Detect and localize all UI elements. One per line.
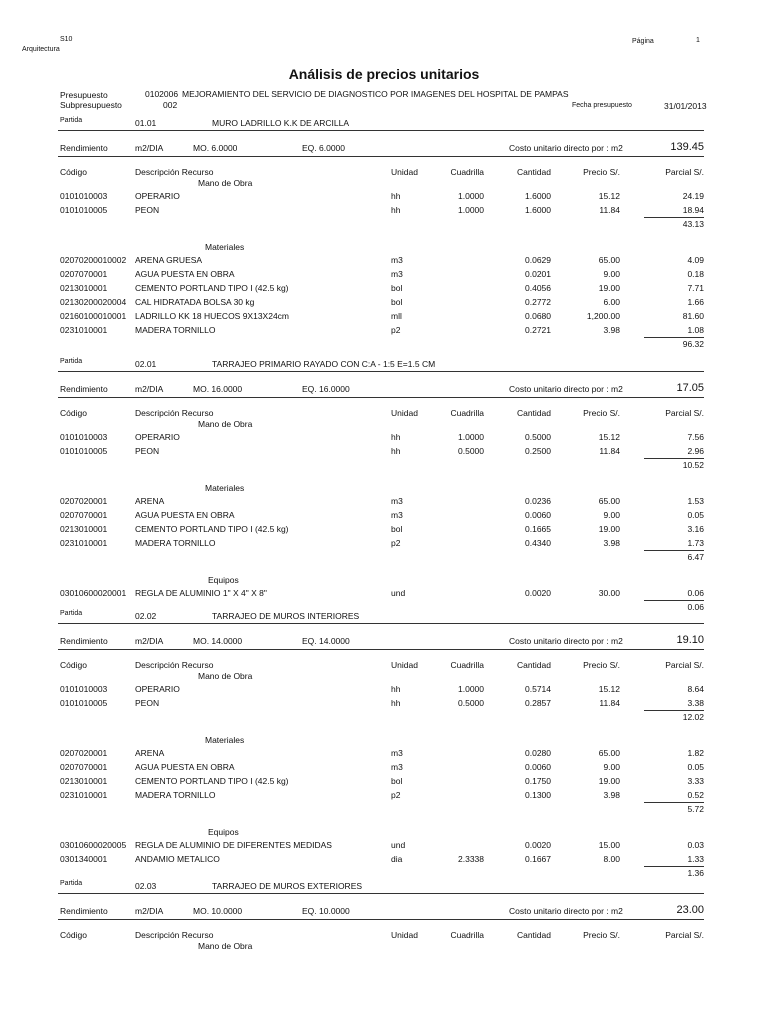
row-precio: 11.84 (599, 205, 620, 215)
row-parcial: 4.09 (687, 255, 704, 265)
row-cantidad: 0.0680 (525, 311, 551, 321)
row-descripcion: REGLA DE ALUMINIO 1" X 4" X 8" (135, 588, 267, 598)
col-cuadrilla: Cuadrilla (450, 408, 484, 418)
col-precio: Precio S/. (583, 167, 620, 177)
row-precio: 15.00 (598, 840, 620, 850)
group-title-materiales: Materiales (205, 242, 245, 252)
col-precio: Precio S/. (583, 660, 620, 670)
row-precio: 65.00 (598, 255, 620, 265)
row-cantidad: 1.6000 (525, 205, 551, 215)
row-parcial: 1.82 (687, 748, 704, 758)
col-parcial: Parcial S/. (665, 930, 704, 940)
row-cantidad: 0.0280 (525, 748, 551, 758)
row-unidad: hh (391, 698, 401, 708)
col-codigo: Código (60, 930, 87, 940)
partida-code: 01.01 (135, 117, 157, 128)
row-descripcion: PEON (135, 205, 160, 215)
costo-label: Costo unitario directo por : m2 (509, 143, 623, 153)
partida-description: TARRAJEO DE MUROS EXTERIORES (212, 880, 363, 891)
group-subtotal: 96.32 (682, 339, 704, 349)
page-number: 1 (696, 37, 700, 44)
row-parcial: 1.73 (687, 538, 704, 548)
col-parcial: Parcial S/. (665, 167, 704, 177)
col-descripcion: Descripción Recurso (135, 167, 214, 177)
subtotal-line (644, 866, 704, 867)
col-descripcion: Descripción Recurso (135, 930, 214, 940)
col-codigo: Código (60, 167, 87, 177)
col-cuadrilla: Cuadrilla (450, 660, 484, 670)
mo-value: MO. 6.0000 (193, 143, 238, 153)
separator-line (58, 156, 704, 157)
row-cantidad: 0.0020 (525, 840, 551, 850)
row-parcial: 3.33 (687, 776, 704, 786)
group-subtotal: 1.36 (687, 868, 704, 878)
partida-label: Partida (60, 358, 83, 365)
row-unidad: m3 (391, 748, 403, 758)
row-codigo: 0231010001 (60, 790, 108, 800)
subtotal-line (644, 217, 704, 218)
rendimiento-unit: m2/DIA (135, 143, 164, 153)
row-unidad: hh (391, 446, 401, 456)
row-parcial: 8.64 (687, 684, 704, 694)
row-precio: 3.98 (603, 325, 620, 335)
partida-code: 02.02 (135, 610, 157, 621)
row-unidad: dia (391, 854, 403, 864)
row-unidad: p2 (391, 325, 401, 335)
row-descripcion: ANDAMIO METALICO (135, 854, 220, 864)
group-title-materiales: Materiales (205, 735, 245, 745)
row-descripcion: PEON (135, 698, 160, 708)
row-parcial: 3.38 (687, 698, 704, 708)
row-descripcion: CEMENTO PORTLAND TIPO I (42.5 kg) (135, 524, 289, 534)
row-codigo: 0101010005 (60, 205, 108, 215)
row-parcial: 0.03 (687, 840, 704, 850)
separator-line (58, 130, 704, 131)
row-codigo: 0101010003 (60, 684, 108, 694)
partida-label: Partida (60, 880, 83, 887)
separator-line (58, 649, 704, 650)
row-unidad: p2 (391, 790, 401, 800)
group-subtotal: 12.02 (682, 712, 704, 722)
col-codigo: Código (60, 408, 87, 418)
row-parcial: 2.96 (687, 446, 704, 456)
row-unidad: bol (391, 283, 403, 293)
col-precio: Precio S/. (583, 408, 620, 418)
col-unidad: Unidad (391, 408, 418, 418)
row-cantidad: 0.4340 (525, 538, 551, 548)
row-parcial: 7.56 (687, 432, 704, 442)
row-parcial: 1.66 (687, 297, 704, 307)
row-unidad: bol (391, 776, 403, 786)
partida-code: 02.01 (135, 358, 157, 369)
row-codigo: 0301340001 (60, 854, 108, 864)
row-codigo: 0101010005 (60, 446, 108, 456)
row-unidad: p2 (391, 538, 401, 548)
costo-label: Costo unitario directo por : m2 (509, 636, 623, 646)
row-codigo: 0207070001 (60, 269, 108, 279)
page-title: Análisis de precios unitarios (288, 66, 480, 82)
row-unidad: bol (391, 297, 403, 307)
fecha-value: 31/01/2013 (664, 101, 707, 111)
row-codigo: 0231010001 (60, 325, 108, 335)
rendimiento-label: Rendimiento (60, 636, 108, 646)
row-unidad: m3 (391, 269, 403, 279)
row-cantidad: 0.5714 (525, 684, 551, 694)
row-unidad: hh (391, 191, 401, 201)
row-cuadrilla: 0.5000 (458, 698, 484, 708)
row-cantidad: 0.0201 (525, 269, 551, 279)
group-title-equipos: Equipos (208, 575, 239, 585)
row-cantidad: 0.0236 (525, 496, 551, 506)
row-precio: 8.00 (603, 854, 620, 864)
row-precio: 19.00 (598, 776, 620, 786)
row-precio: 19.00 (598, 524, 620, 534)
company-name: Arquitectura (22, 46, 60, 53)
partida-description: TARRAJEO PRIMARIO RAYADO CON C:A - 1:5 E=1.5 CM (212, 358, 436, 369)
group-subtotal: 6.47 (687, 552, 704, 562)
row-precio: 9.00 (603, 762, 620, 772)
row-parcial: 0.05 (687, 510, 704, 520)
group-subtotal: 0.06 (687, 602, 704, 612)
row-codigo: 0213010001 (60, 283, 108, 293)
col-descripcion: Descripción Recurso (135, 660, 214, 670)
col-cuadrilla: Cuadrilla (450, 930, 484, 940)
row-codigo: 0213010001 (60, 776, 108, 786)
col-unidad: Unidad (391, 167, 418, 177)
partida-label: Partida (60, 117, 83, 124)
row-parcial: 24.19 (682, 191, 704, 201)
rendimiento-label: Rendimiento (60, 384, 108, 394)
eq-value: EQ. 16.0000 (302, 384, 350, 394)
row-unidad: hh (391, 684, 401, 694)
row-precio: 9.00 (603, 269, 620, 279)
row-cantidad: 0.1667 (525, 854, 551, 864)
row-codigo: 0101010005 (60, 698, 108, 708)
row-cuadrilla: 1.0000 (458, 191, 484, 201)
row-descripcion: AGUA PUESTA EN OBRA (135, 762, 235, 772)
row-descripcion: PEON (135, 446, 160, 456)
row-codigo: 02130200020004 (60, 297, 127, 307)
col-cantidad: Cantidad (516, 167, 551, 177)
row-unidad: und (391, 588, 406, 598)
costo-label: Costo unitario directo por : m2 (509, 906, 623, 916)
row-cantidad: 0.0060 (525, 762, 551, 772)
col-cantidad: Cantidad (516, 660, 551, 670)
row-cantidad: 0.2772 (525, 297, 551, 307)
row-descripcion: ARENA GRUESA (135, 255, 203, 265)
row-codigo: 0207070001 (60, 510, 108, 520)
rendimiento-unit: m2/DIA (135, 636, 164, 646)
row-codigo: 0207020001 (60, 496, 108, 506)
row-precio: 3.98 (603, 790, 620, 800)
eq-value: EQ. 10.0000 (302, 906, 350, 916)
row-descripcion: AGUA PUESTA EN OBRA (135, 510, 235, 520)
mo-value: MO. 14.0000 (193, 636, 243, 646)
row-precio: 11.84 (599, 698, 620, 708)
row-precio: 15.12 (598, 432, 620, 442)
row-descripcion: MADERA TORNILLO (135, 538, 216, 548)
subtotal-line (644, 600, 704, 601)
partida-description: MURO LADRILLO K.K DE ARCILLA (212, 117, 349, 128)
eq-value: EQ. 6.0000 (302, 143, 346, 153)
row-codigo: 02070200010002 (60, 255, 127, 265)
mo-value: MO. 16.0000 (193, 384, 243, 394)
rendimiento-unit: m2/DIA (135, 906, 164, 916)
group-title-equipos: Equipos (208, 827, 239, 837)
eq-value: EQ. 14.0000 (302, 636, 350, 646)
row-cantidad: 0.1300 (525, 790, 551, 800)
col-unidad: Unidad (391, 930, 418, 940)
subtotal-line (644, 710, 704, 711)
row-descripcion: MADERA TORNILLO (135, 790, 216, 800)
row-descripcion: ARENA (135, 748, 165, 758)
row-unidad: bol (391, 524, 403, 534)
row-cantidad: 0.2857 (525, 698, 551, 708)
row-descripcion: OPERARIO (135, 432, 180, 442)
row-descripcion: ARENA (135, 496, 165, 506)
row-unidad: m3 (391, 762, 403, 772)
row-cantidad: 0.2721 (525, 325, 551, 335)
row-parcial: 1.53 (687, 496, 704, 506)
unit-cost-value: 139.45 (670, 141, 704, 153)
subpresupuesto-label: Subpresupuesto (60, 100, 122, 110)
separator-line (58, 623, 704, 624)
subtotal-line (644, 550, 704, 551)
row-parcial: 0.06 (687, 588, 704, 598)
partida-description: TARRAJEO DE MUROS INTERIORES (212, 610, 360, 621)
row-descripcion: CEMENTO PORTLAND TIPO I (42.5 kg) (135, 776, 289, 786)
row-descripcion: CAL HIDRATADA BOLSA 30 kg (135, 297, 255, 307)
rendimiento-label: Rendimiento (60, 906, 108, 916)
col-cuadrilla: Cuadrilla (450, 167, 484, 177)
row-codigo: 03010600020005 (60, 840, 127, 850)
row-cantidad: 0.1750 (525, 776, 551, 786)
row-precio: 65.00 (598, 748, 620, 758)
col-cantidad: Cantidad (516, 408, 551, 418)
partida-label: Partida (60, 610, 83, 617)
row-unidad: mll (391, 311, 402, 321)
col-cantidad: Cantidad (516, 930, 551, 940)
row-codigo: 0213010001 (60, 524, 108, 534)
separator-line (58, 397, 704, 398)
row-descripcion: REGLA DE ALUMINIO DE DIFERENTES MEDIDAS (135, 840, 332, 850)
row-descripcion: AGUA PUESTA EN OBRA (135, 269, 235, 279)
mo-value: MO. 10.0000 (193, 906, 243, 916)
rendimiento-label: Rendimiento (60, 143, 108, 153)
row-codigo: 0207070001 (60, 762, 108, 772)
group-title-mano: Mano de Obra (198, 178, 253, 188)
row-cantidad: 0.4056 (525, 283, 551, 293)
row-cantidad: 0.5000 (525, 432, 551, 442)
row-cantidad: 0.0020 (525, 588, 551, 598)
separator-line (58, 919, 704, 920)
row-cantidad: 0.1665 (525, 524, 551, 534)
presupuesto-label: Presupuesto (60, 90, 108, 100)
group-title-mano: Mano de Obra (198, 671, 253, 681)
row-unidad: und (391, 840, 406, 850)
row-precio: 19.00 (598, 283, 620, 293)
group-subtotal: 10.52 (682, 460, 704, 470)
row-cuadrilla: 1.0000 (458, 432, 484, 442)
col-precio: Precio S/. (583, 930, 620, 940)
row-precio: 15.12 (598, 684, 620, 694)
group-subtotal: 5.72 (687, 804, 704, 814)
col-parcial: Parcial S/. (665, 408, 704, 418)
row-precio: 65.00 (598, 496, 620, 506)
unit-cost-value: 17.05 (676, 382, 704, 394)
row-parcial: 0.05 (687, 762, 704, 772)
col-descripcion: Descripción Recurso (135, 408, 214, 418)
row-parcial: 0.18 (687, 269, 704, 279)
group-subtotal: 43.13 (682, 219, 704, 229)
subtotal-line (644, 337, 704, 338)
row-precio: 30.00 (598, 588, 620, 598)
row-codigo: 0231010001 (60, 538, 108, 548)
row-codigo: 0101010003 (60, 191, 108, 201)
row-descripcion: LADRILLO KK 18 HUECOS 9X13X24cm (135, 311, 290, 321)
row-descripcion: CEMENTO PORTLAND TIPO I (42.5 kg) (135, 283, 289, 293)
row-precio: 1,200.00 (586, 311, 620, 321)
rendimiento-unit: m2/DIA (135, 384, 164, 394)
separator-line (58, 893, 704, 894)
fecha-label: Fecha presupuesto (572, 102, 632, 109)
row-cuadrilla: 1.0000 (458, 684, 484, 694)
subtotal-line (644, 458, 704, 459)
row-descripcion: MADERA TORNILLO (135, 325, 216, 335)
separator-line (58, 371, 704, 372)
row-codigo: 02160100010001 (60, 311, 127, 321)
row-unidad: m3 (391, 510, 403, 520)
row-descripcion: OPERARIO (135, 191, 180, 201)
group-title-mano: Mano de Obra (198, 419, 253, 429)
unit-cost-value: 23.00 (676, 904, 704, 916)
row-unidad: m3 (391, 255, 403, 265)
row-cuadrilla: 0.5000 (458, 446, 484, 456)
row-parcial: 18.94 (682, 205, 704, 215)
row-parcial: 1.08 (687, 325, 704, 335)
col-unidad: Unidad (391, 660, 418, 670)
subpresupuesto-code: 002 (163, 100, 178, 110)
page-label: Página (632, 38, 654, 45)
row-precio: 6.00 (603, 297, 620, 307)
col-parcial: Parcial S/. (665, 660, 704, 670)
group-title-materiales: Materiales (205, 483, 245, 493)
row-codigo: 03010600020001 (60, 588, 127, 598)
row-parcial: 81.60 (682, 311, 704, 321)
row-precio: 3.98 (603, 538, 620, 548)
row-unidad: hh (391, 205, 401, 215)
row-cantidad: 1.6000 (525, 191, 551, 201)
row-unidad: m3 (391, 496, 403, 506)
presupuesto-code: 0102006 (145, 89, 179, 99)
row-precio: 15.12 (598, 191, 620, 201)
row-codigo: 0101010003 (60, 432, 108, 442)
row-cantidad: 0.0629 (525, 255, 551, 265)
row-descripcion: OPERARIO (135, 684, 180, 694)
presupuesto-description: MEJORAMIENTO DEL SERVICIO DE DIAGNOSTICO POR IMAGENES DEL HOSPITAL DE PAMPAS (182, 89, 569, 99)
col-codigo: Código (60, 660, 87, 670)
costo-label: Costo unitario directo por : m2 (509, 384, 623, 394)
row-parcial: 7.71 (687, 283, 704, 293)
system-code: S10 (60, 36, 73, 43)
row-parcial: 3.16 (687, 524, 704, 534)
row-cuadrilla: 1.0000 (458, 205, 484, 215)
row-unidad: hh (391, 432, 401, 442)
subtotal-line (644, 802, 704, 803)
row-parcial: 0.52 (687, 790, 704, 800)
row-precio: 9.00 (603, 510, 620, 520)
row-cantidad: 0.2500 (525, 446, 551, 456)
row-parcial: 1.33 (687, 854, 704, 864)
row-precio: 11.84 (599, 446, 620, 456)
group-title-mano: Mano de Obra (198, 941, 253, 951)
row-codigo: 0207020001 (60, 748, 108, 758)
unit-cost-value: 19.10 (676, 634, 704, 646)
row-cantidad: 0.0060 (525, 510, 551, 520)
partida-code: 02.03 (135, 880, 157, 891)
row-cuadrilla: 2.3338 (458, 854, 484, 864)
